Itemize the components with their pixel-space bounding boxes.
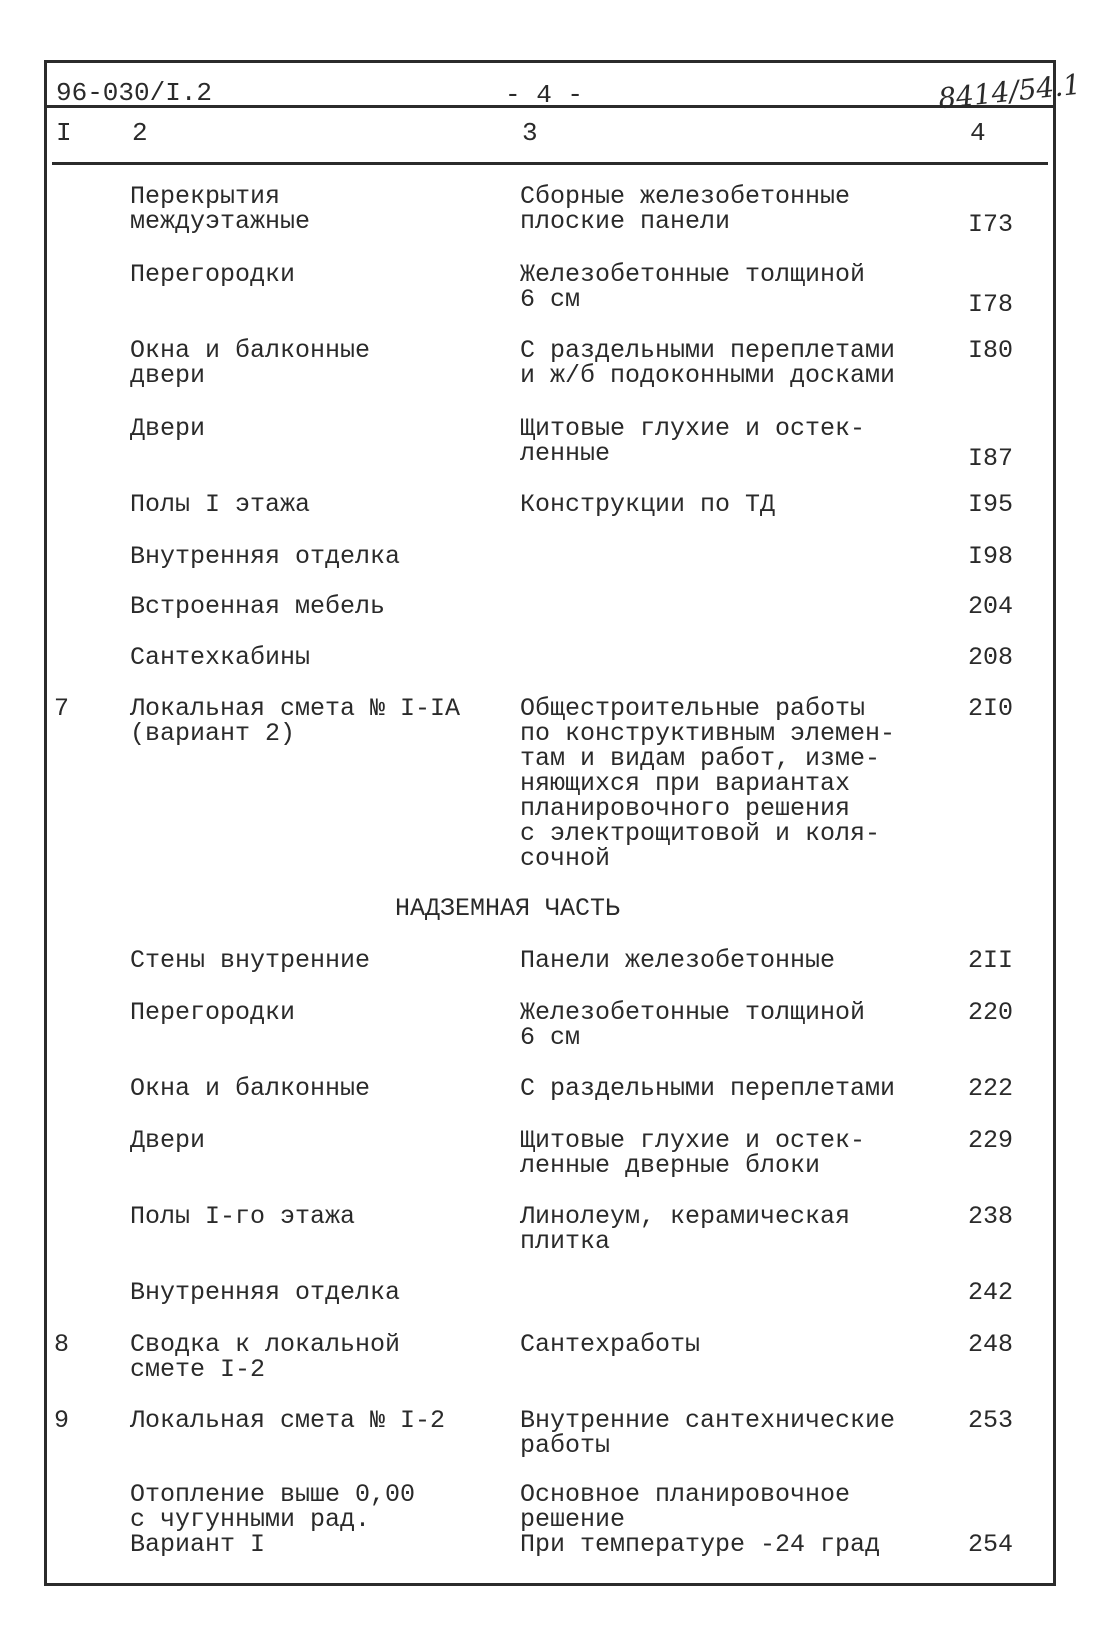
row-name: Двери <box>130 414 206 443</box>
row-description: Панели железобетонные <box>520 946 836 975</box>
row-description: Внутренние сантехнические работы <box>520 1406 896 1460</box>
row-description: Сборные железобетонные плоские панели <box>520 182 851 236</box>
row-description: Основное планировочное решение При температуре -24 град <box>520 1480 881 1559</box>
row-page: 254 <box>968 1530 1014 1559</box>
row-page: 248 <box>968 1330 1014 1359</box>
row-page: 2II <box>968 946 1014 975</box>
row-page: 222 <box>968 1074 1014 1103</box>
row-page: 220 <box>968 998 1014 1027</box>
row-name: Перекрытия междуэтажные <box>130 182 311 236</box>
row-name: Окна и балконные <box>130 1074 371 1103</box>
row-number: 8 <box>54 1330 70 1359</box>
row-name: Двери <box>130 1126 206 1155</box>
row-page: 253 <box>968 1406 1014 1435</box>
row-description: Щитовые глухие и остек- ленные <box>520 414 866 468</box>
row-description: Железобетонные толщиной 6 см <box>520 998 866 1052</box>
row-name: Отопление выше 0,00 с чугунными рад. Вариант I <box>130 1480 416 1559</box>
row-page: 204 <box>968 592 1014 621</box>
row-name: Стены внутренние <box>130 946 371 975</box>
row-number: 9 <box>54 1406 70 1435</box>
row-name: Внутренняя отделка <box>130 1278 401 1307</box>
row-name: Окна и балконные двери <box>130 336 371 390</box>
column-header-rule <box>52 162 1048 165</box>
page-number: - 4 - <box>505 80 584 110</box>
row-page: I95 <box>968 490 1014 519</box>
row-page: I73 <box>968 210 1014 239</box>
row-description: С раздельными переплетами <box>520 1074 896 1103</box>
section-heading: НАДЗЕМНАЯ ЧАСТЬ <box>395 894 621 923</box>
row-description: Общестроительные работы по конструктивным элемен- там и видам работ, изме- няющихся при вариантах планировочного решения с электрощитовой и коля- сочной <box>520 694 896 873</box>
row-description: Линолеум, керамическая плитка <box>520 1202 851 1256</box>
column-number-4: 4 <box>970 118 986 148</box>
row-page: 238 <box>968 1202 1014 1231</box>
row-number: 7 <box>54 694 70 723</box>
row-name: Сантехкабины <box>130 643 311 672</box>
document-code: 96-030/I.2 <box>56 78 213 108</box>
row-page: 242 <box>968 1278 1014 1307</box>
row-description: С раздельными переплетами и ж/б подоконными досками <box>520 336 896 390</box>
row-name: Полы I этажа <box>130 490 311 519</box>
row-name: Локальная смета № I-IA (вариант 2) <box>130 694 461 748</box>
row-name: Внутренняя отделка <box>130 542 401 571</box>
row-page: I98 <box>968 542 1014 571</box>
row-description: Сантехработы <box>520 1330 701 1359</box>
column-number-1: I <box>56 118 72 148</box>
row-name: Перегородки <box>130 260 296 289</box>
row-name: Полы I-го этажа <box>130 1202 356 1231</box>
row-page: I78 <box>968 290 1014 319</box>
row-page: 229 <box>968 1126 1014 1155</box>
column-number-3: 3 <box>522 118 538 148</box>
column-number-2: 2 <box>132 118 148 148</box>
row-description: Щитовые глухие и остек- ленные дверные блоки <box>520 1126 866 1180</box>
row-page: I87 <box>968 444 1014 473</box>
archive-stamp: 8414/54.1 <box>936 67 1083 116</box>
row-name: Локальная смета № I-2 <box>130 1406 446 1435</box>
row-name: Встроенная мебель <box>130 592 386 621</box>
row-name: Сводка к локальной смете I-2 <box>130 1330 401 1384</box>
row-description: Железобетонные толщиной 6 см <box>520 260 866 314</box>
row-page: 2I0 <box>968 694 1014 723</box>
row-name: Перегородки <box>130 998 296 1027</box>
row-page: 208 <box>968 643 1014 672</box>
row-description: Конструкции по ТД <box>520 490 776 519</box>
row-page: I80 <box>968 336 1014 365</box>
